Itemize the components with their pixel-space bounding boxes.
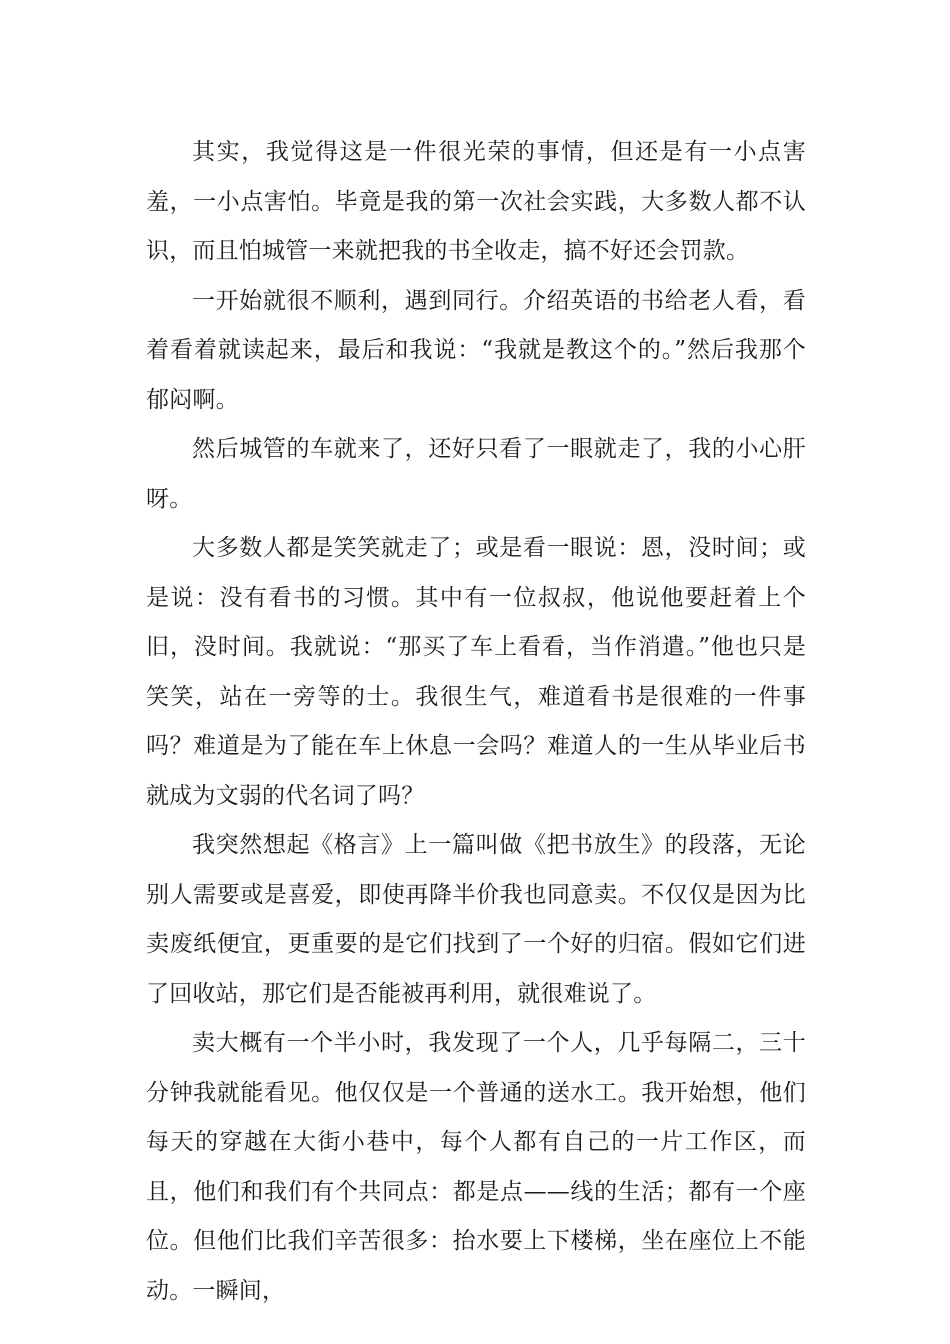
- document-body: [146, 128, 806, 1316]
- paragraph-5: 我突然想起《格言》上一篇叫做《把书放生》的段落，无论别人需要或是喜爱，即使再降半价我也同意卖。不仅仅是因为比卖废纸便宜，更重要的是它们找到了一个好的归宿。假如它们进了回收站，那它们是否能被再利用，就很难说了。: [146, 832, 806, 1007]
- paragraph-1: 其实，我觉得这是一件很光荣的事情，但还是有一小点害羞，一小点害怕。毕竟是我的第一次社会实践，大多数人都不认识，而且怕城管一来就把我的书全收走，搞不好还会罚款。: [146, 139, 806, 264]
- paragraph-4: 大多数人都是笑笑就走了；或是看一眼说：恩，没时间；或是说：没有看书的习惯。其中有一位叔叔，他说他要赶着上个旧，没时间。我就说：“那买了车上看看，当作消遣。”他也只是笑笑，站在一旁等的士。我很生气，难道看书是很难的一件事吗？难道是为了能在车上休息一会吗？难道人的一生从毕业后书就成为文弱的代名词了吗？: [146, 535, 806, 809]
- paragraph-2: 一开始就很不顺利，遇到同行。介绍英语的书给老人看，看着看着就读起来，最后和我说：“我就是教这个的。”然后我那个郁闷啊。: [146, 287, 806, 413]
- paragraph-6: 卖大概有一个半小时，我发现了一个人，几乎每隔二，三十分钟我就能看见。他仅仅是一个普通的送水工。我开始想，他们每天的穿越在大街小巷中，每个人都有自己的一片工作区，而且，他们和我们有个共同点：都是点——线的生活；都有一个座位。但他们比我们辛苦很多：抬水要上下楼梯，坐在座位上不能动。一瞬间，: [146, 1030, 806, 1304]
- paragraph-3: 然后城管的车就来了，还好只看了一眼就走了，我的小心肝呀。: [146, 436, 806, 512]
